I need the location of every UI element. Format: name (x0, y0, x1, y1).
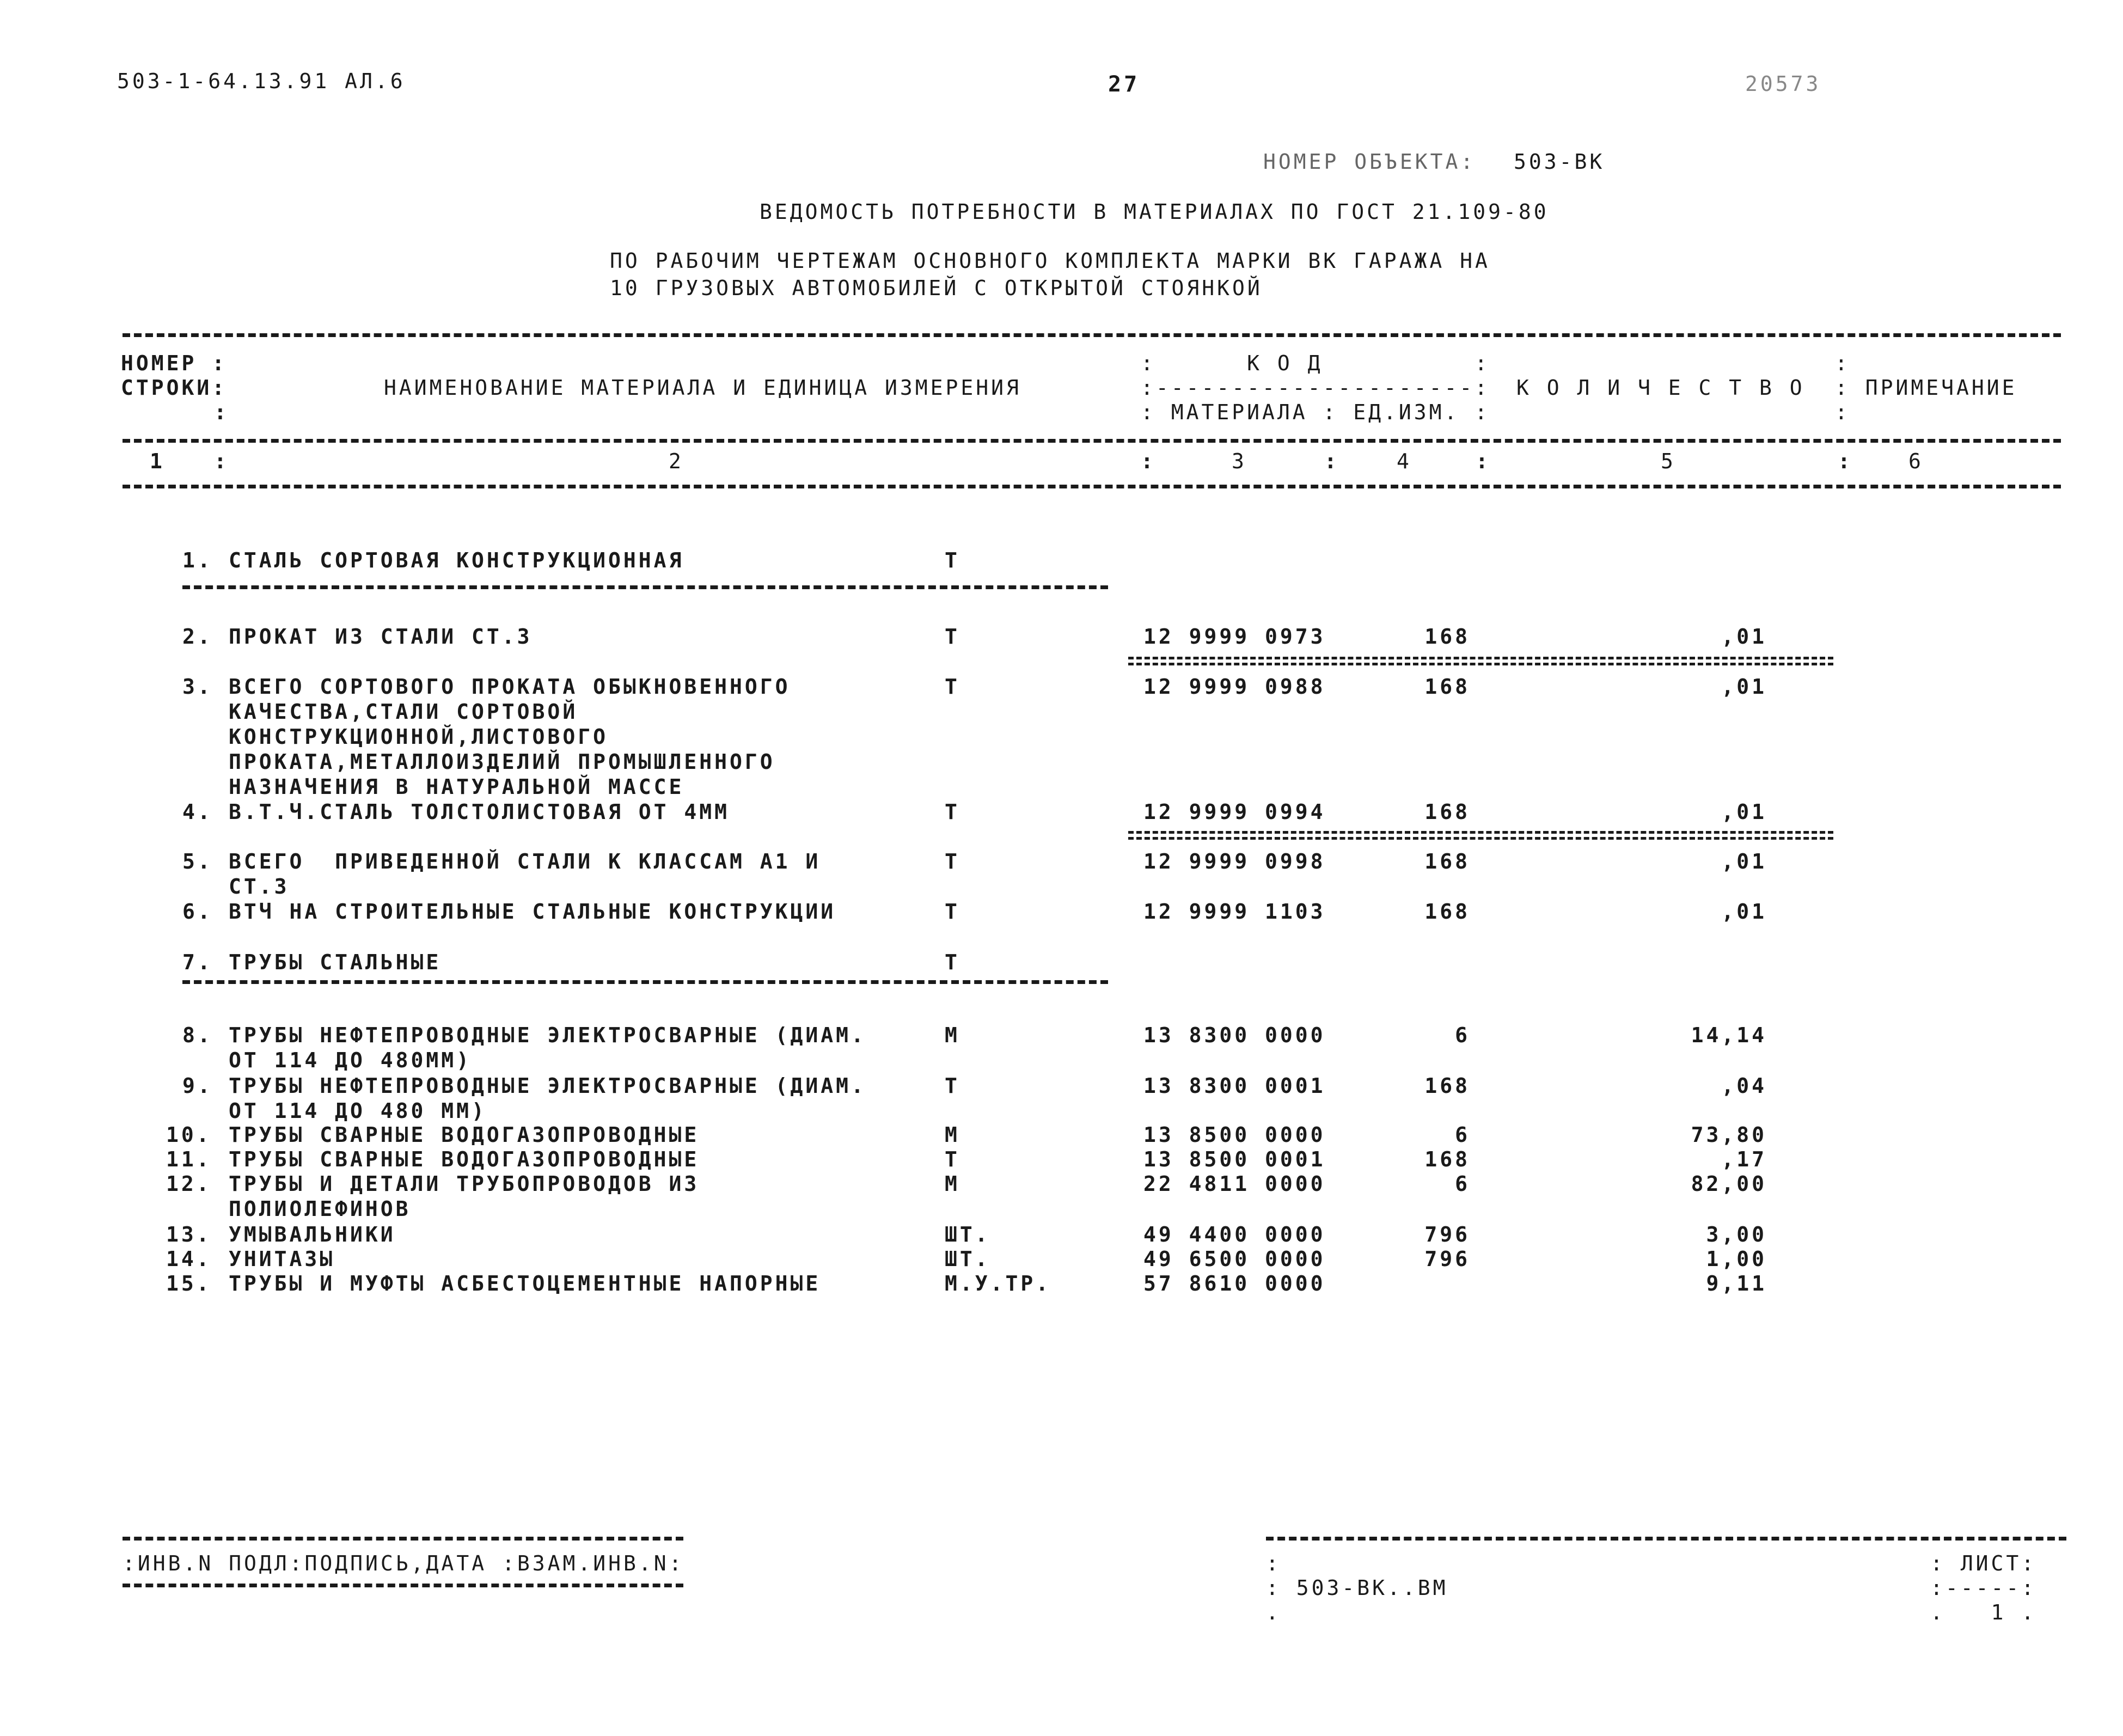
row-number: 1. (182, 548, 213, 572)
header-mid-rule (123, 439, 2061, 443)
unit: ШТ. (945, 1222, 990, 1246)
document-code: 503-1-64.13.91 АЛ.6 (117, 69, 406, 93)
statement-subtitle-1: ПО РАБОЧИМ ЧЕРТЕЖАМ ОСНОВНОГО КОМПЛЕКТА МАРКИ ВК ГАРАЖА НА (610, 249, 1490, 273)
material-code: 57 8610 0000 (1143, 1272, 1326, 1295)
colnum-4: 4 (1397, 449, 1412, 473)
header-code-mid: :---------------------: (1141, 376, 1490, 400)
material-code: 49 4400 0000 (1143, 1222, 1326, 1246)
colnum-sep-1: : (214, 449, 229, 473)
material-code: 13 8300 0001 (1143, 1074, 1326, 1098)
footer-signature-fields: :ИНВ.N ПОДЛ:ПОДПИСЬ,ДАТА :ВЗАМ.ИНВ.N: (123, 1551, 684, 1575)
material-name: ТРУБЫ И ДЕТАЛИ ТРУБОПРОВОДОВ ИЗ (229, 1172, 700, 1196)
material-name: ТРУБЫ И МУФТЫ АСБЕСТОЦЕМЕНТНЫЕ НАПОРНЫЕ (229, 1272, 821, 1295)
colnum-1: 1 (150, 449, 165, 473)
header-top-rule (123, 333, 2061, 337)
quantity: 9,11 (1706, 1272, 1767, 1295)
archive-stamp: 20573 (1745, 72, 1821, 96)
material-name: ВСЕГО СОРТОВОГО ПРОКАТА ОБЫКНОВЕННОГО (229, 675, 791, 699)
material-name: СТ.3 (229, 875, 290, 898)
row-7-underline (182, 980, 1108, 984)
material-name: НАЗНАЧЕНИЯ В НАТУРАЛЬНОЙ МАССЕ (229, 775, 684, 799)
colnum-3: 3 (1232, 449, 1247, 473)
unit: Т (945, 625, 960, 649)
header-bottom-rule (123, 485, 2061, 488)
material-name: ОТ 114 ДО 480 ММ) (229, 1099, 487, 1123)
unit: М (945, 1123, 960, 1147)
row-number: 9. (182, 1074, 213, 1098)
material-code: 12 9999 1103 (1143, 900, 1326, 924)
row-number: 2. (182, 625, 213, 649)
quantity: 1,00 (1706, 1247, 1767, 1271)
quantity: ,01 (1721, 900, 1767, 924)
footer-sheet-separator: :-----: (1930, 1576, 2037, 1600)
row-number: 6. (182, 900, 213, 924)
header-code-bottom: : МАТЕРИАЛА : ЕД.ИЗМ. : (1141, 400, 1490, 424)
row-number: 11. (166, 1147, 212, 1171)
footer-right-rule-top (1266, 1537, 2066, 1541)
header-quantity: К О Л И Ч Е С Т В О (1516, 376, 1805, 400)
unit-code: 6 (1455, 1123, 1470, 1147)
material-name: ТРУБЫ НЕФТЕПРОВОДНЫЕ ЭЛЕКТРОСВАРНЫЕ (ДИАМ. (229, 1074, 866, 1098)
quantity: ,01 (1721, 800, 1767, 824)
row-number: 8. (182, 1023, 213, 1047)
material-name: В.Т.Ч.СТАЛЬ ТОЛСТОЛИСТОВАЯ ОТ 4ММ (229, 800, 730, 824)
material-name: ВСЕГО ПРИВЕДЕННОЙ СТАЛИ К КЛАССАМ А1 И (229, 849, 821, 873)
quantity: ,01 (1721, 849, 1767, 873)
colnum-2: 2 (669, 449, 684, 473)
footer-left-rule-top (123, 1537, 683, 1541)
colnum-sep-4: : (1476, 449, 1491, 473)
header-colon-b: : (1835, 400, 1850, 424)
unit-code: 796 (1424, 1247, 1470, 1271)
header-note: : ПРИМЕЧАНИЕ (1835, 376, 2017, 400)
unit: ШТ. (945, 1247, 990, 1271)
unit-code: 6 (1455, 1172, 1470, 1196)
row-number: 10. (166, 1123, 212, 1147)
material-name: КАЧЕСТВА,СТАЛИ СОРТОВОЙ (229, 700, 578, 724)
material-code: 12 9999 0973 (1143, 625, 1326, 649)
unit-code: 6 (1455, 1023, 1470, 1047)
footer-left-rule-bottom (123, 1584, 683, 1587)
unit-code: 168 (1424, 1147, 1470, 1171)
material-name: ВТЧ НА СТРОИТЕЛЬНЫЕ СТАЛЬНЫЕ КОНСТРУКЦИИ (229, 900, 836, 924)
material-name: ТРУБЫ СВАРНЫЕ ВОДОГАЗОПРОВОДНЫЕ (229, 1147, 700, 1171)
material-name: УНИТАЗЫ (229, 1247, 335, 1271)
material-code: 13 8500 0001 (1143, 1147, 1326, 1171)
unit: Т (945, 950, 960, 974)
material-name: УМЫВАЛЬНИКИ (229, 1222, 396, 1246)
row-number: 7. (182, 950, 213, 974)
page-number: 27 (1108, 72, 1140, 97)
unit: М (945, 1023, 960, 1047)
quantity: 3,00 (1706, 1222, 1767, 1246)
header-row-number-1: НОМЕР : (121, 351, 228, 375)
unit: Т (945, 1074, 960, 1098)
material-code: 13 8500 0000 (1143, 1123, 1326, 1147)
colnum-sep-5: : (1838, 449, 1853, 473)
colnum-sep-2: : (1141, 449, 1156, 473)
material-name: ТРУБЫ НЕФТЕПРОВОДНЫЕ ЭЛЕКТРОСВАРНЫЕ (ДИАМ. (229, 1023, 866, 1047)
object-number-value: 503-ВК (1514, 150, 1605, 174)
header-material-name: НАИМЕНОВАНИЕ МАТЕРИАЛА И ЕДИНИЦА ИЗМЕРЕНИЯ (384, 376, 1021, 400)
unit-code: 796 (1424, 1222, 1470, 1246)
unit: Т (945, 1147, 960, 1171)
material-code: 12 9999 0988 (1143, 675, 1326, 699)
colnum-5: 5 (1661, 449, 1676, 473)
row-1-underline (182, 585, 1108, 589)
material-code: 12 9999 0994 (1143, 800, 1326, 824)
row-number: 14. (166, 1247, 212, 1271)
material-name: СТАЛЬ СОРТОВАЯ КОНСТРУКЦИОННАЯ (229, 548, 684, 572)
header-code-top: : К О Д : (1141, 351, 1490, 375)
material-code: 13 8300 0000 (1143, 1023, 1326, 1047)
unit: Т (945, 900, 960, 924)
unit-code: 168 (1424, 675, 1470, 699)
row-number: 15. (166, 1272, 212, 1295)
header-colon-a: : (1835, 351, 1850, 375)
material-name: ТРУБЫ СВАРНЫЕ ВОДОГАЗОПРОВОДНЫЕ (229, 1123, 700, 1147)
row-number: 13. (166, 1222, 212, 1246)
unit-code: 168 (1424, 1074, 1470, 1098)
material-name: ПРОКАТ ИЗ СТАЛИ СТ.3 (229, 625, 533, 649)
unit: Т (945, 800, 960, 824)
row-number: 3. (182, 675, 213, 699)
row-number: 12. (166, 1172, 212, 1196)
unit: М (945, 1172, 960, 1196)
footer-sheet-label: : ЛИСТ: (1930, 1551, 2037, 1575)
statement-title: ВЕДОМОСТЬ ПОТРЕБНОСТИ В МАТЕРИАЛАХ ПО ГОСТ 21.109-80 (760, 200, 1549, 224)
unit: М.У.ТР. (945, 1272, 1051, 1295)
material-code: 49 6500 0000 (1143, 1247, 1326, 1271)
unit-code: 168 (1424, 625, 1470, 649)
material-name: ПОЛИОЛЕФИНОВ (229, 1197, 411, 1221)
material-name: ПРОКАТА,МЕТАЛЛОИЗДЕЛИЙ ПРОМЫШЛЕННОГО (229, 750, 775, 774)
quantity: ,17 (1721, 1147, 1767, 1171)
unit: Т (945, 675, 960, 699)
statement-subtitle-2: 10 ГРУЗОВЫХ АВТОМОБИЛЕЙ С ОТКРЫТОЙ СТОЯНКОЙ (610, 276, 1263, 300)
material-name: КОНСТРУКЦИОННОЙ,ЛИСТОВОГО (229, 725, 608, 749)
unit: Т (945, 849, 960, 873)
footer-colon-bottom: . (1266, 1600, 1281, 1624)
header-row-number-3: : (214, 400, 229, 424)
header-row-number-2: СТРОКИ: (121, 376, 228, 400)
row-number: 5. (182, 849, 213, 873)
quantity: ,01 (1721, 675, 1767, 699)
material-code: 22 4811 0000 (1143, 1172, 1326, 1196)
quantity: ,01 (1721, 625, 1767, 649)
row-4-total-rule (1128, 831, 1833, 840)
footer-document-name: : 503-ВК..ВМ (1266, 1576, 1448, 1600)
row-2-total-rule (1128, 657, 1833, 665)
object-number-label: НОМЕР ОБЪЕКТА: (1263, 150, 1476, 174)
material-name: ОТ 114 ДО 480ММ) (229, 1048, 472, 1072)
quantity: 82,00 (1691, 1172, 1767, 1196)
colnum-sep-3: : (1324, 449, 1339, 473)
unit-code: 168 (1424, 900, 1470, 924)
unit: Т (945, 548, 960, 572)
row-number: 4. (182, 800, 213, 824)
footer-sheet-number: . 1 . (1930, 1600, 2037, 1624)
unit-code: 168 (1424, 800, 1470, 824)
material-name: ТРУБЫ СТАЛЬНЫЕ (229, 950, 442, 974)
quantity: ,04 (1721, 1074, 1767, 1098)
material-code: 12 9999 0998 (1143, 849, 1326, 873)
footer-colon-top: : (1266, 1551, 1281, 1575)
unit-code: 168 (1424, 849, 1470, 873)
colnum-6: 6 (1908, 449, 1924, 473)
quantity: 73,80 (1691, 1123, 1767, 1147)
quantity: 14,14 (1691, 1023, 1767, 1047)
